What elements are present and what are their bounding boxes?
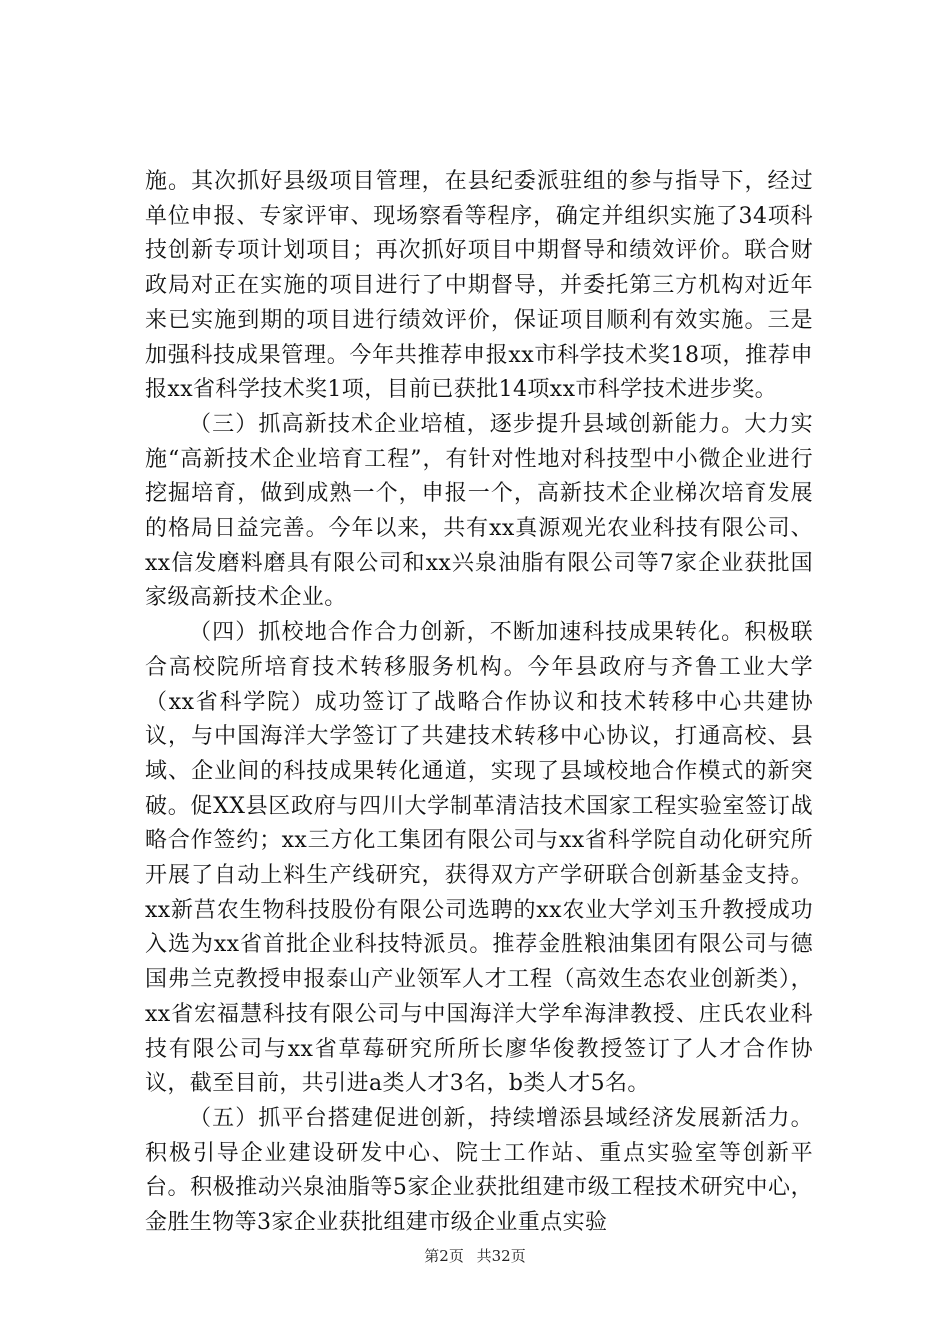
paragraph-section-4: （四）抓校地合作合力创新，不断加速科技成果转化。积极联合高校院所培育技术转移服务机构。今年县政府与齐鲁工业大学（xx省科学院）成功签订了战略合作协议和技术转移中心共建协议，与中国海洋大学签订了共建技术转移中心协议，打通高校、县域、企业间的科技成果转化通道，实现了县域校地合作模式的新突破。促XX县区政府与四川大学制革清洁技术国家工程实验室签订战略合作签约；xx三方化工集团有限公司与xx省科学院自动化研究所开展了自动上料生产线研究，获得双方产学研联合创新基金支持。xx新莒农生物科技股份有限公司选聘的xx农业大学刘玉升教授成功入选为xx省首批企业科技特派员。推荐金胜粮油集团有限公司与德国弗兰克教授申报泰山产业领军人才工程（高效生态农业创新类），xx省宏福慧科技有限公司与中国海洋大学牟海津教授、庄氏农业科技有限公司与xx省草莓研究所所长廖华俊教授签订了人才合作协议，截至目前，共引进a类人才3名，b类人才5名。	[145, 620, 813, 1097]
document-body	[145, 165, 813, 1241]
page-total: 共32页	[476, 1247, 526, 1265]
paragraph-section-5: （五）抓平台搭建促进创新，持续增添县域经济发展新活力。积极引导企业建设研发中心、院士工作站、重点实验室等创新平台。积极推动兴泉油脂等5家企业获批组建市级工程技术研究中心，金胜生物等3家企业获批组建市级企业重点实验	[145, 1105, 813, 1236]
paragraph-section-3: （三）抓高新技术企业培植，逐步提升县域创新能力。大力实施“高新技术企业培育工程”，有针对性地对科技型中小微企业进行挖掘培育，做到成熟一个，申报一个，高新技术企业梯次培育发展的格局日益完善。今年以来，共有xx真源观光农业科技有限公司、xx信发磨料磨具有限公司和xx兴泉油脂有限公司等7家企业获批国家级高新技术企业。	[145, 411, 813, 611]
page-number: 第2页	[424, 1247, 464, 1265]
paragraph-continuation: 施。其次抓好县级项目管理，在县纪委派驻组的参与指导下，经过单位申报、专家评审、现场察看等程序，确定并组织实施了34项科技创新专项计划项目；再次抓好项目中期督导和绩效评价。联合财政局对正在实施的项目进行了中期督导，并委托第三方机构对近年来已实施到期的项目进行绩效评价，保证项目顺利有效实施。三是加强科技成果管理。今年共推荐申报xx市科学技术奖18项，推荐申报xx省科学技术奖1项，目前已获批14项xx市科学技术进步奖。	[145, 169, 813, 403]
page-footer	[0, 1246, 950, 1266]
